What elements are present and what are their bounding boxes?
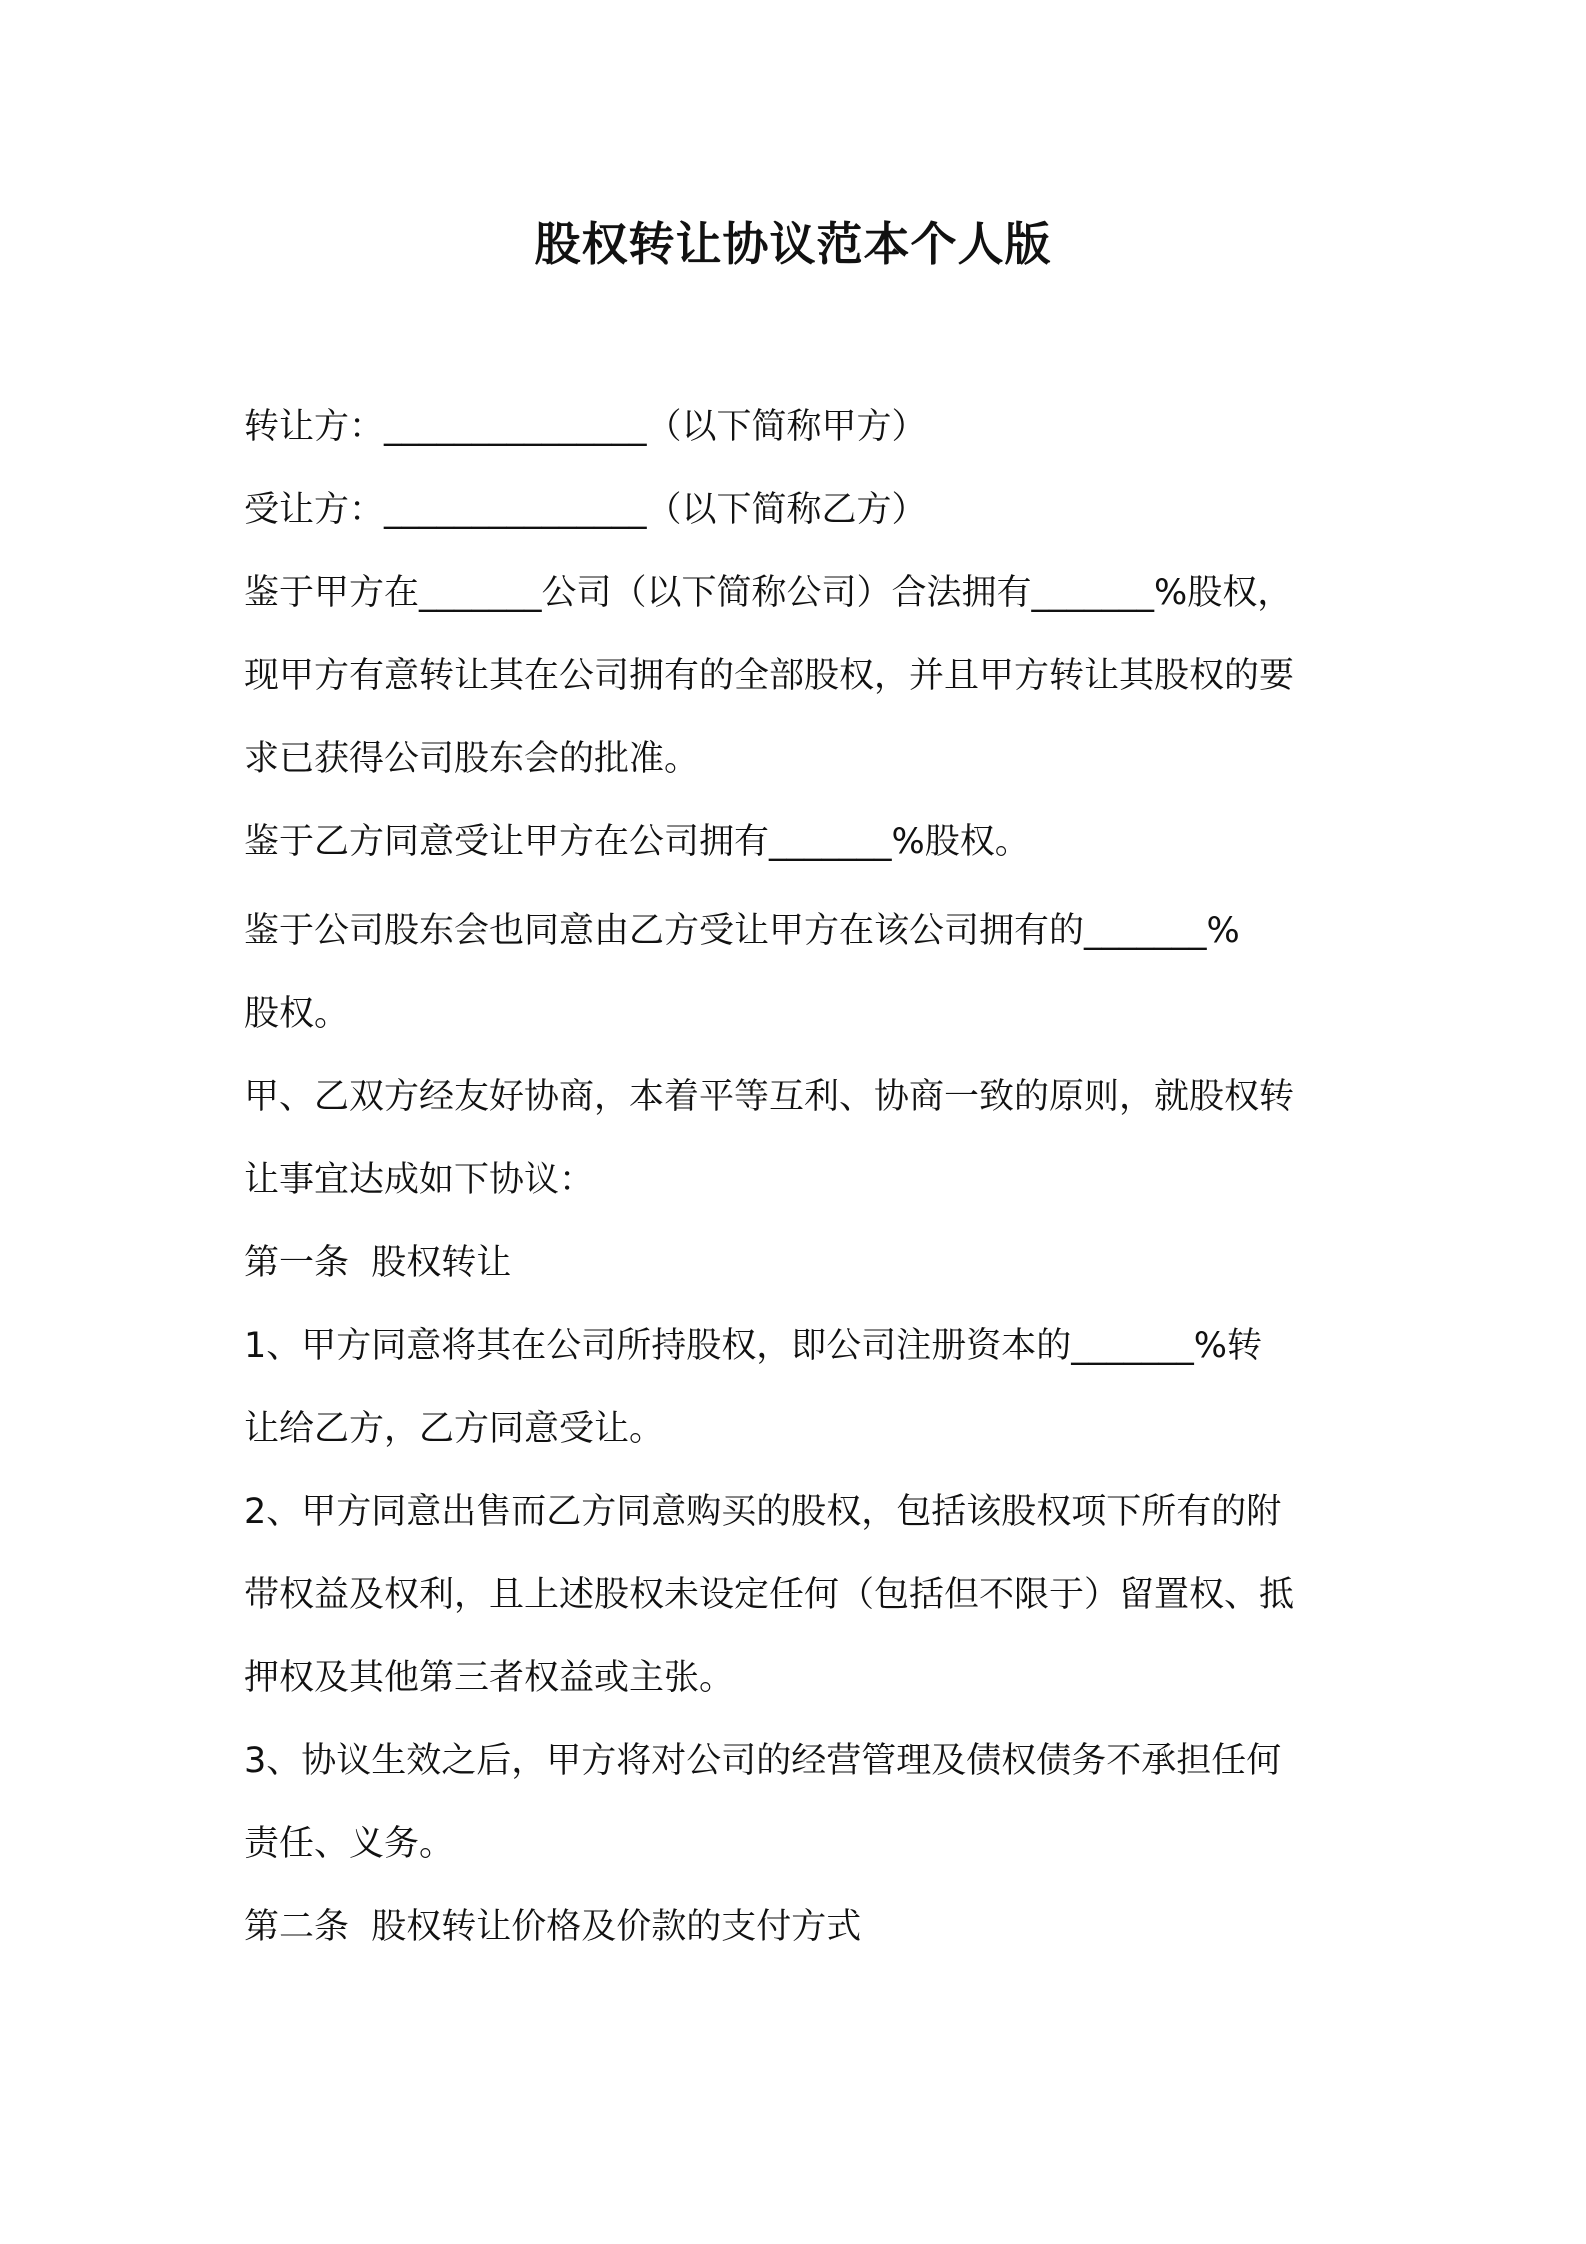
transferee-line: 受让方：_______________（以下简称乙方） [244, 490, 927, 530]
article-1-heading: 第一条 股权转让 [244, 1243, 512, 1283]
recital-2-line: 鉴于乙方同意受让甲方在公司拥有_______%股权。 [244, 822, 1030, 862]
clause-1-line-1: 1、甲方同意将其在公司所持股权，即公司注册资本的_______%转 [244, 1326, 1263, 1366]
clause-2-line-2: 带权益及权利，且上述股权未设定任何（包括但不限于）留置权、抵 [244, 1575, 1295, 1615]
clause-1-line-2: 让给乙方，乙方同意受让。 [244, 1409, 665, 1449]
preamble-line-1: 甲、乙双方经友好协商，本着平等互利、协商一致的原则，就股权转 [244, 1077, 1295, 1117]
clause-3-line-1: 3、协议生效之后，甲方将对公司的经营管理及债权债务不承担任何 [244, 1741, 1282, 1781]
clause-3-line-2: 责任、义务。 [244, 1824, 455, 1864]
recital-1-line-3: 求已获得公司股东会的批准。 [244, 739, 700, 779]
recital-3-line-2: 股权。 [244, 994, 350, 1034]
recital-1-line-2: 现甲方有意转让其在公司拥有的全部股权，并且甲方转让其股权的要 [244, 656, 1295, 696]
document-title: 股权转让协议范本个人版 [534, 217, 1052, 271]
recital-1-line-1: 鉴于甲方在_______公司（以下简称公司）合法拥有_______%股权， [244, 573, 1293, 613]
clause-2-line-1: 2、甲方同意出售而乙方同意购买的股权，包括该股权项下所有的附 [244, 1492, 1282, 1532]
transferor-line: 转让方：_______________（以下简称甲方） [244, 407, 927, 447]
clause-2-line-3: 押权及其他第三者权益或主张。 [244, 1658, 735, 1698]
preamble-line-2: 让事宜达成如下协议： [244, 1160, 595, 1200]
recital-3-line-1: 鉴于公司股东会也同意由乙方受让甲方在该公司拥有的_______% [244, 911, 1240, 951]
article-2-heading: 第二条 股权转让价格及价款的支付方式 [244, 1907, 862, 1947]
